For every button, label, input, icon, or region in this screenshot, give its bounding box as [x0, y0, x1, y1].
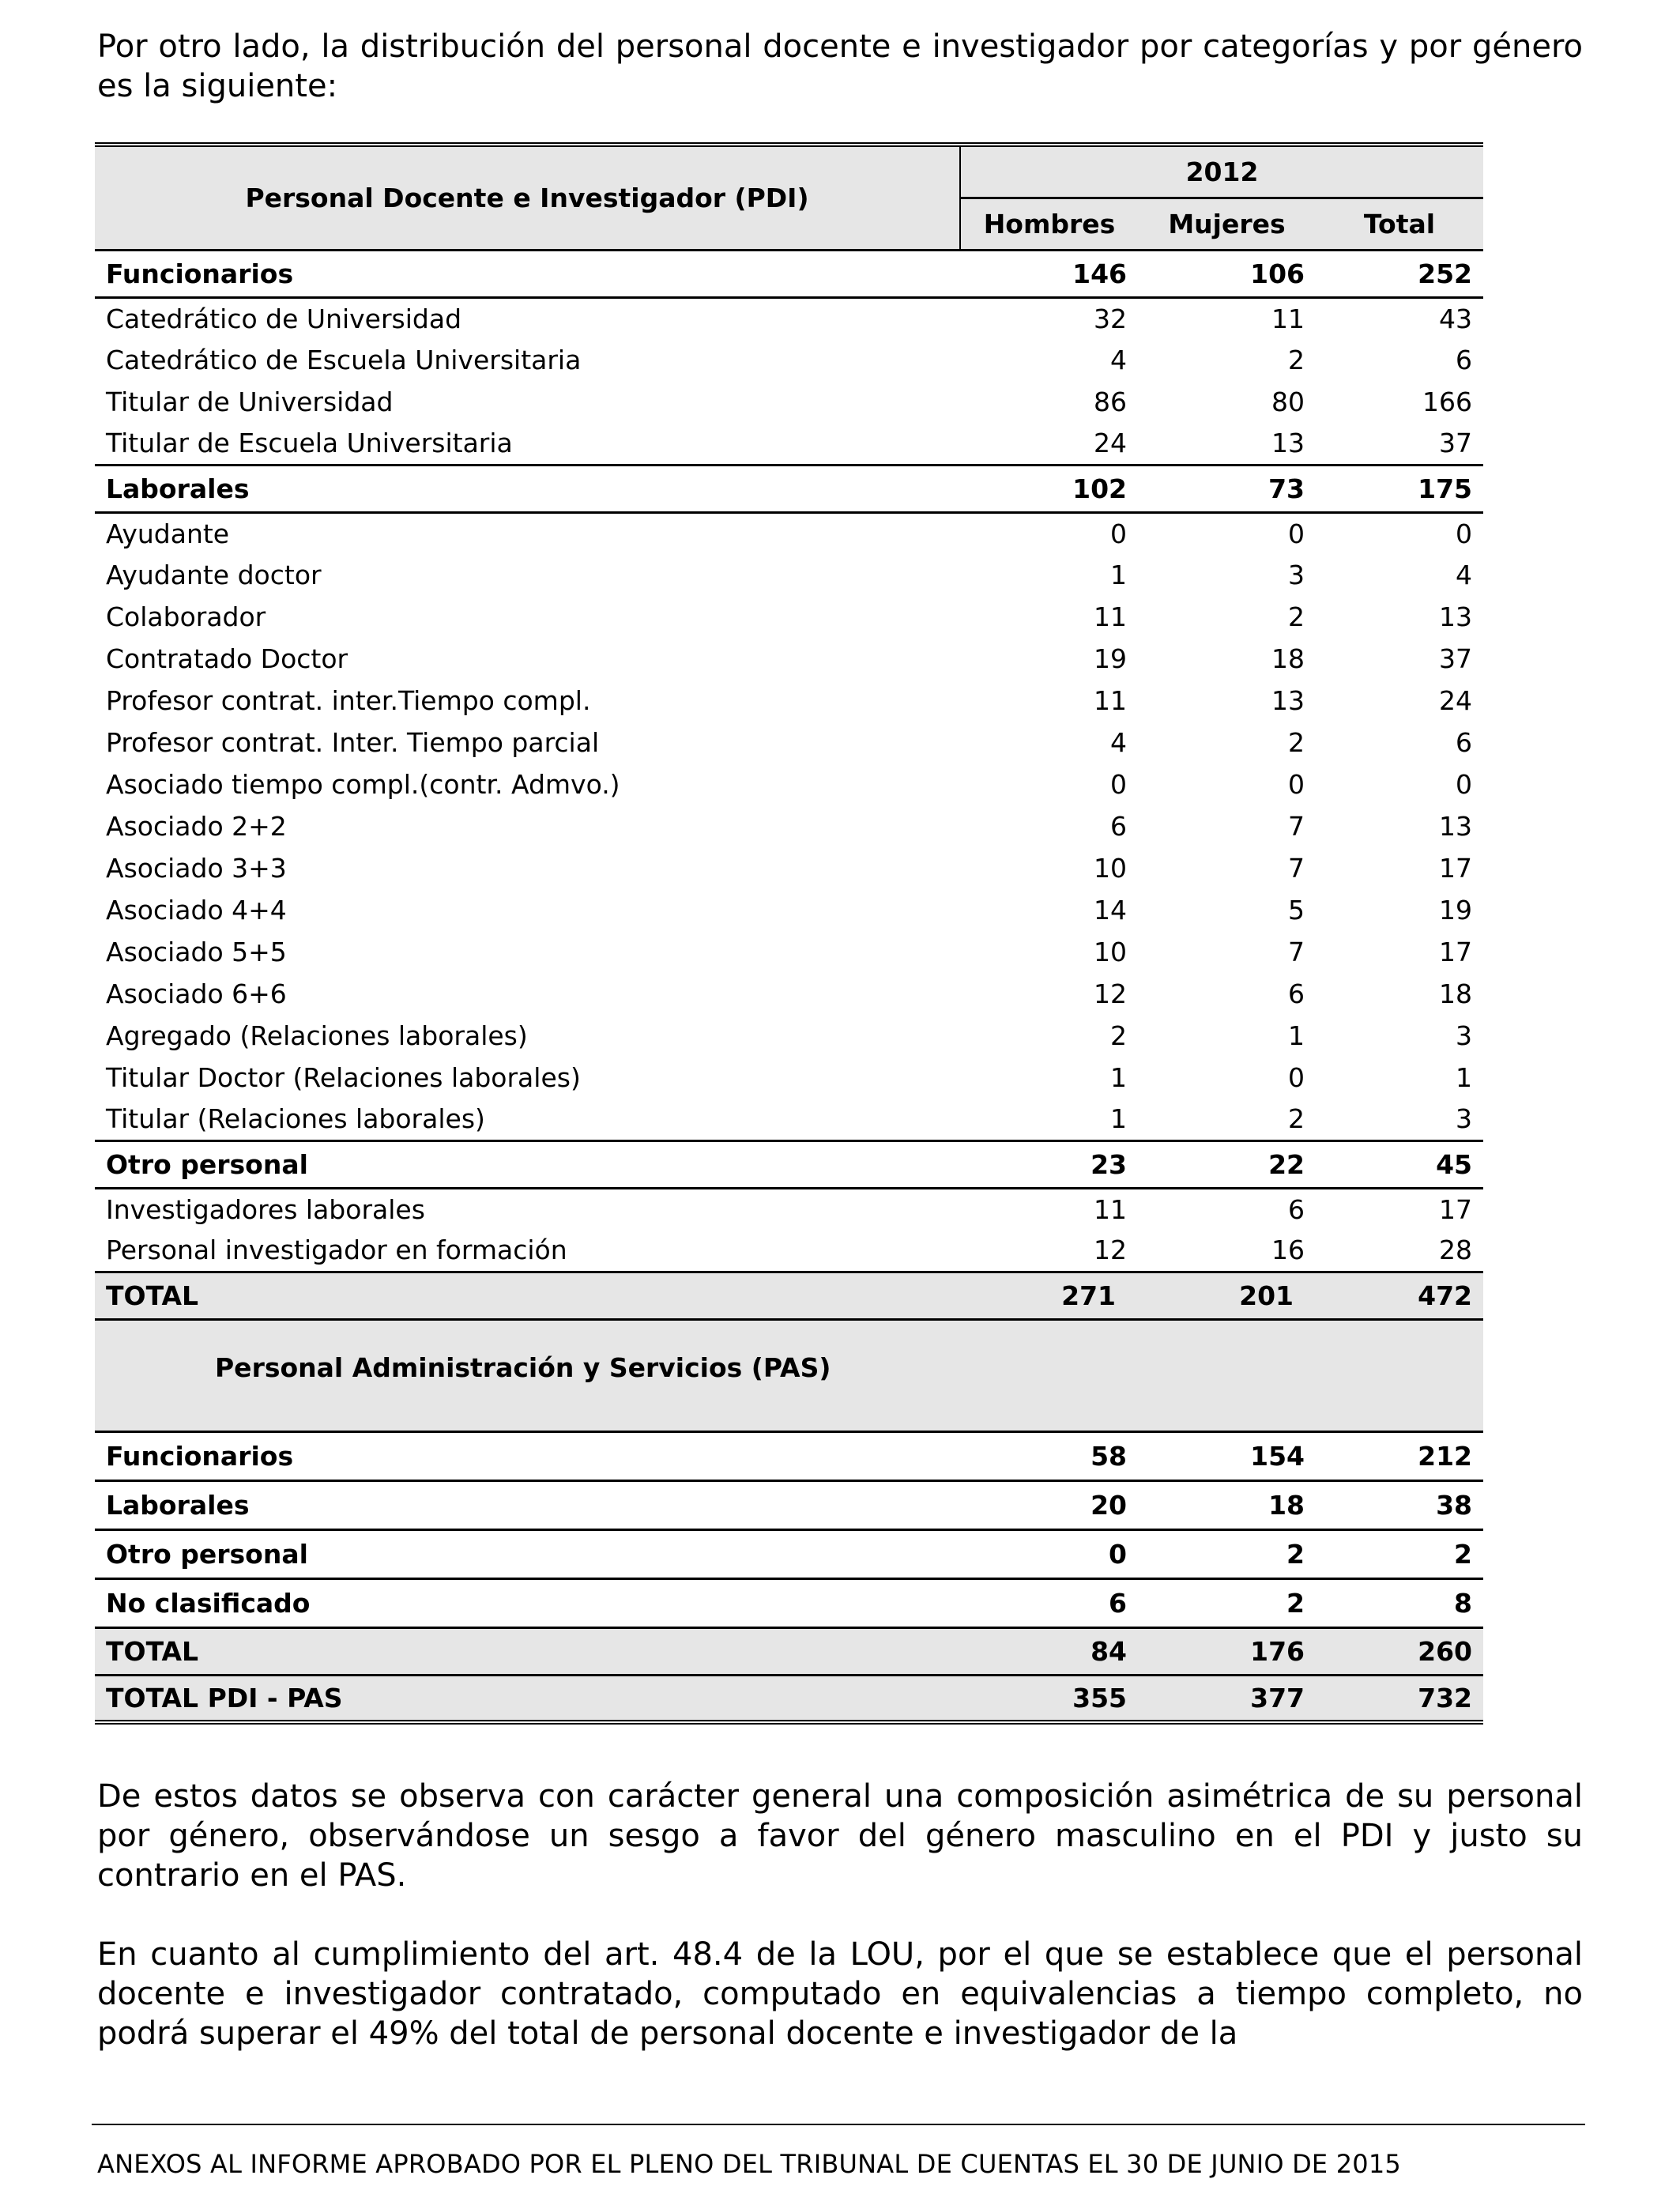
cell-total: 212: [1418, 1440, 1473, 1472]
cell-total: 17: [1439, 937, 1473, 967]
table-row: [95, 680, 1483, 722]
table-row: [95, 1188, 1483, 1230]
footer-text: ANEXOS AL INFORME APROBADO POR EL PLENO DEL TRIBUNAL DE CUENTAS EL 30 DE JUNIO DE 2015: [97, 2149, 1401, 2179]
cell-mujeres: 5: [1288, 895, 1305, 925]
column-header-mujeres: Mujeres: [1138, 198, 1316, 250]
year-header: 2012: [960, 145, 1483, 198]
cell-total: 4: [1456, 560, 1473, 590]
cell-total: 18: [1439, 978, 1473, 1009]
cell-total: 17: [1439, 1193, 1473, 1225]
cell-hombres: 23: [1090, 1148, 1127, 1180]
cell-mujeres: 11: [1271, 303, 1305, 334]
cell-hombres: 32: [1094, 303, 1127, 334]
cell-hombres: 146: [1072, 258, 1127, 289]
table-row: [95, 1099, 1483, 1140]
cell-total: 472: [1418, 1280, 1473, 1311]
row-label: Asociado 2+2: [106, 811, 287, 842]
cell-mujeres: 13: [1271, 428, 1305, 459]
cell-hombres: 11: [1094, 685, 1127, 716]
table-row: [95, 423, 1483, 465]
row-label: Funcionarios: [106, 1440, 294, 1472]
cell-mujeres: 3: [1288, 560, 1305, 590]
table-row: [95, 889, 1483, 931]
cell-hombres: 0: [1110, 518, 1127, 549]
row-label: Profesor contrat. inter.Tiempo compl.: [106, 685, 591, 716]
subtotal-row: [95, 1431, 1483, 1480]
cell-hombres: 12: [1094, 978, 1127, 1009]
cell-mujeres: 6: [1288, 1193, 1305, 1225]
cell-mujeres: 0: [1288, 769, 1305, 800]
cell-mujeres: 6: [1288, 978, 1305, 1009]
cell-mujeres: 0: [1288, 518, 1305, 549]
cell-hombres: 86: [1094, 386, 1127, 417]
cell-total: 37: [1439, 643, 1473, 674]
cell-hombres: 84: [1090, 1635, 1127, 1667]
cell-mujeres: 2: [1288, 1103, 1305, 1135]
cell-mujeres: 7: [1288, 937, 1305, 967]
row-label: Funcionarios: [106, 258, 294, 289]
cell-total: 260: [1418, 1635, 1473, 1667]
cell-total: 13: [1439, 601, 1473, 632]
cell-total: 8: [1454, 1587, 1473, 1619]
cell-hombres: 11: [1094, 1193, 1127, 1225]
cell-mujeres: 2: [1286, 1587, 1305, 1619]
subtotal-row: [95, 250, 1483, 297]
cell-mujeres: 22: [1268, 1148, 1305, 1180]
row-label: Asociado 5+5: [106, 937, 287, 967]
row-label: Laborales: [106, 1489, 250, 1521]
cell-mujeres: 80: [1271, 386, 1305, 417]
cell-hombres: 10: [1094, 853, 1127, 884]
cell-mujeres: 18: [1271, 643, 1305, 674]
cell-total: 2: [1454, 1538, 1473, 1570]
table-row: [95, 805, 1483, 847]
cell-mujeres: 2: [1288, 345, 1305, 375]
table-row: [95, 973, 1483, 1015]
row-label: Titular de Universidad: [106, 386, 394, 417]
cell-hombres: 58: [1090, 1440, 1127, 1472]
cell-hombres: 10: [1094, 937, 1127, 967]
cell-mujeres: 201: [1239, 1280, 1294, 1311]
row-label: Titular (Relaciones laborales): [106, 1103, 485, 1135]
table-row: [95, 339, 1483, 381]
cell-mujeres: 2: [1288, 727, 1305, 758]
footer-rule: [92, 2124, 1585, 2125]
cell-total: 24: [1439, 685, 1473, 716]
row-label: Catedrático de Escuela Universitaria: [106, 345, 582, 375]
row-label: Contratado Doctor: [106, 643, 348, 674]
cell-total: 1: [1456, 1062, 1473, 1093]
table-row: [95, 297, 1483, 339]
pas-section-header: [95, 1319, 1483, 1431]
row-label: Asociado 6+6: [106, 978, 287, 1009]
cell-hombres: 6: [1109, 1587, 1127, 1619]
cell-hombres: 11: [1094, 601, 1127, 632]
subtotal-row: [95, 1578, 1483, 1627]
row-label: Investigadores laborales: [106, 1193, 425, 1225]
cell-hombres: 2: [1110, 1020, 1127, 1051]
column-header-total: Total: [1316, 198, 1483, 250]
cell-total: 6: [1456, 345, 1473, 375]
table-row: [95, 722, 1483, 763]
row-label: Asociado 3+3: [106, 853, 287, 884]
cell-hombres: 4: [1110, 345, 1127, 375]
table-row: [95, 1015, 1483, 1057]
cell-mujeres: 176: [1250, 1635, 1305, 1667]
table-row: [95, 1057, 1483, 1099]
row-label: Titular de Escuela Universitaria: [106, 428, 513, 459]
cell-hombres: 24: [1094, 428, 1127, 459]
table-row: [95, 512, 1483, 554]
table-row: [95, 931, 1483, 973]
cell-total: 0: [1456, 769, 1473, 800]
cell-mujeres: 7: [1288, 811, 1305, 842]
cell-mujeres: 106: [1250, 258, 1305, 289]
cell-total: 3: [1456, 1103, 1473, 1135]
cell-mujeres: 377: [1250, 1682, 1305, 1713]
row-label: TOTAL: [106, 1635, 199, 1667]
cell-hombres: 4: [1110, 727, 1127, 758]
cell-hombres: 1: [1110, 560, 1127, 590]
row-label: TOTAL: [106, 1280, 199, 1311]
cell-hombres: 1: [1110, 1103, 1127, 1135]
row-label: Ayudante: [106, 518, 230, 549]
cell-total: 37: [1439, 428, 1473, 459]
cell-total: 19: [1439, 895, 1473, 925]
pas-table-body: [95, 1431, 1483, 1722]
table-row: [95, 596, 1483, 638]
subtotal-row: [95, 465, 1483, 512]
cell-mujeres: 16: [1271, 1235, 1305, 1266]
cell-mujeres: 0: [1288, 1062, 1305, 1093]
cell-mujeres: 154: [1250, 1440, 1305, 1472]
intro-paragraph: Por otro lado, la distribución del personal docente e investigador por categorías y por género es la siguiente:: [97, 28, 1583, 104]
row-label: Personal investigador en formación: [106, 1235, 567, 1266]
table-row: [95, 638, 1483, 680]
table-row: [95, 1230, 1483, 1272]
row-label: Profesor contrat. Inter. Tiempo parcial: [106, 727, 600, 758]
cell-total: 28: [1439, 1235, 1473, 1266]
row-label: Titular Doctor (Relaciones laborales): [106, 1062, 581, 1093]
row-label: Otro personal: [106, 1538, 308, 1570]
cell-mujeres: 2: [1288, 601, 1305, 632]
row-label: Agregado (Relaciones laborales): [106, 1020, 528, 1051]
subtotal-row: [95, 1480, 1483, 1529]
pas-header-title: Personal Administración y Servicios (PAS): [215, 1351, 831, 1383]
observation-paragraph: De estos datos se observa con carácter general una composición asimétrica de su personal por género, observándose un sesgo a favor del género masculino en el PDI y justo su contrario en el PAS.: [97, 1778, 1583, 1894]
cell-mujeres: 7: [1288, 853, 1305, 884]
table-row: [95, 847, 1483, 889]
cell-mujeres: 13: [1271, 685, 1305, 716]
row-label: No clasificado: [106, 1587, 311, 1619]
cell-total: 252: [1418, 258, 1473, 289]
cell-mujeres: 2: [1286, 1538, 1305, 1570]
cell-total: 0: [1456, 518, 1473, 549]
lou-paragraph: En cuanto al cumplimiento del art. 48.4 de la LOU, por el que se establece que el personal docente e investigador contratado, computado en equivalencias a tiempo completo, no podrá superar el 49% del total de personal docente e investigador de la: [97, 1936, 1583, 2052]
cell-total: 13: [1439, 811, 1473, 842]
cell-total: 43: [1439, 303, 1473, 334]
pdi-table-body: [95, 250, 1483, 1319]
row-label: Asociado 4+4: [106, 895, 287, 925]
cell-mujeres: 18: [1268, 1489, 1305, 1521]
row-label: Ayudante doctor: [106, 560, 322, 590]
row-label: Otro personal: [106, 1148, 308, 1180]
cell-mujeres: 73: [1268, 473, 1305, 504]
cell-hombres: 271: [1061, 1280, 1116, 1311]
column-header-hombres: Hombres: [960, 198, 1138, 250]
cell-total: 175: [1418, 473, 1473, 504]
subtotal-row: [95, 1529, 1483, 1578]
cell-hombres: 0: [1109, 1538, 1127, 1570]
grand-row: [95, 1675, 1483, 1722]
cell-total: 3: [1456, 1020, 1473, 1051]
row-label: Laborales: [106, 473, 250, 504]
staff-table: [95, 142, 1483, 1725]
cell-hombres: 6: [1110, 811, 1127, 842]
cell-total: 732: [1418, 1682, 1473, 1713]
cell-hombres: 102: [1072, 473, 1127, 504]
cell-hombres: 14: [1094, 895, 1127, 925]
table-row: [95, 554, 1483, 596]
row-label: TOTAL PDI - PAS: [106, 1682, 343, 1713]
cell-total: 45: [1436, 1148, 1473, 1180]
cell-total: 38: [1436, 1489, 1473, 1521]
table-row: [95, 763, 1483, 805]
cell-total: 6: [1456, 727, 1473, 758]
row-label: Asociado tiempo compl.(contr. Admvo.): [106, 769, 620, 800]
subtotal-row: [95, 1140, 1483, 1188]
cell-hombres: 19: [1094, 643, 1127, 674]
cell-total: 17: [1439, 853, 1473, 884]
cell-hombres: 355: [1072, 1682, 1127, 1713]
cell-mujeres: 1: [1288, 1020, 1305, 1051]
cell-total: 166: [1422, 386, 1473, 417]
pdi-header-title: Personal Docente e Investigador (PDI): [95, 145, 960, 250]
cell-hombres: 12: [1094, 1235, 1127, 1266]
cell-hombres: 20: [1090, 1489, 1127, 1521]
total-row: [95, 1272, 1483, 1319]
row-label: Catedrático de Universidad: [106, 303, 462, 334]
total-row: [95, 1627, 1483, 1675]
cell-hombres: 0: [1110, 769, 1127, 800]
cell-hombres: 1: [1110, 1062, 1127, 1093]
row-label: Colaborador: [106, 601, 266, 632]
table-row: [95, 381, 1483, 423]
